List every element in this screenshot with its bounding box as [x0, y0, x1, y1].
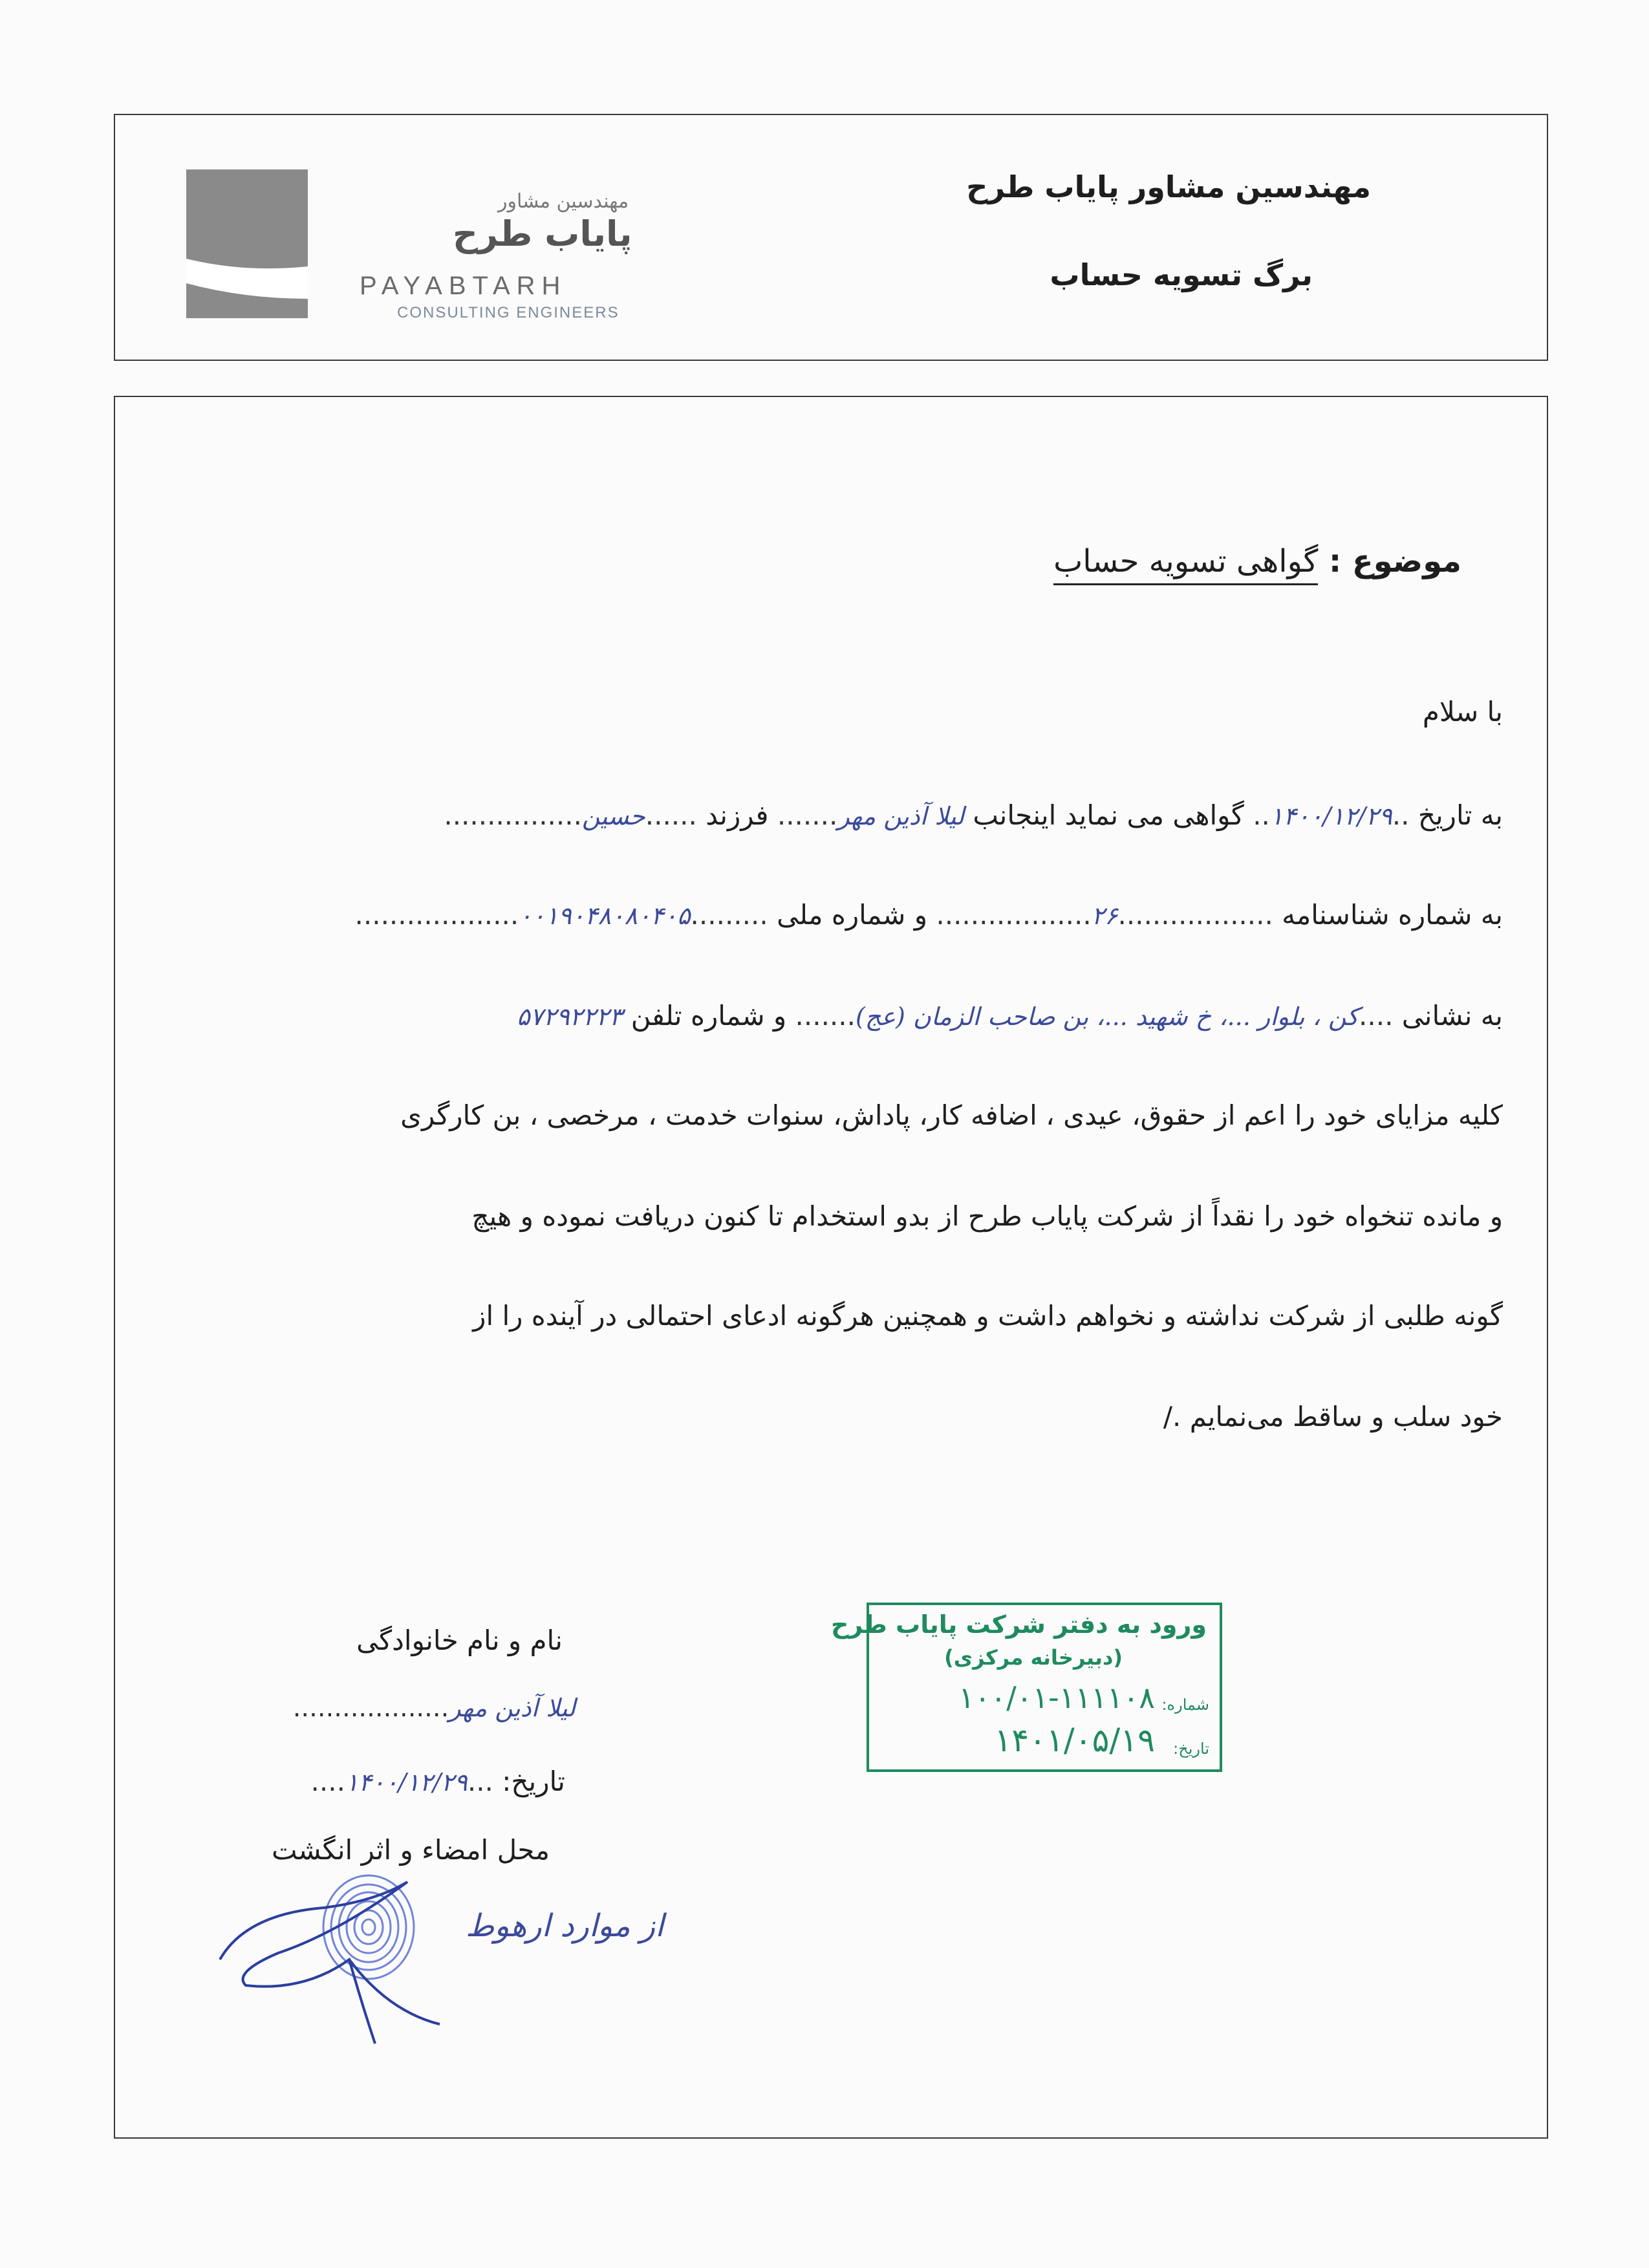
signature-date-label: تاریخ:: [502, 1766, 565, 1797]
stamp-subtitle: (دبیرخانه مرکزی): [944, 1645, 1123, 1670]
stamp-date: ۱۴۰۱/۰۵/۱۹: [994, 1722, 1155, 1759]
form-title: برگ تسویه حساب: [1050, 257, 1313, 292]
signature-place-label: محل امضاء و اثر انگشت: [271, 1834, 550, 1866]
logo-english-name: PAYABTARH: [360, 272, 567, 300]
address-field: کن ، بلوار ...، خ شهید ...، بن صاحب الزمان (عج): [855, 1002, 1359, 1031]
birth-cert-number-field: ۲۶: [1091, 902, 1118, 930]
logo-persian-name: پایاب طرح: [453, 213, 632, 254]
name-label: نام و نام خانوادگی: [356, 1625, 563, 1656]
greeting: با سلام: [1422, 696, 1503, 728]
signer-name-value: لیلا آذین مهر: [449, 1694, 576, 1722]
signature-fingerprint-icon: [207, 1856, 479, 2050]
signer-name-field: لیلا آذین مهر...................: [292, 1693, 576, 1723]
stamp-number-label: شماره:: [1161, 1696, 1209, 1714]
header-box: [114, 114, 1548, 361]
father-name-field: حسین: [581, 802, 645, 830]
logo-persian-subtitle: مهندسین مشاور: [498, 190, 629, 213]
subject-value: گواهی تسویه حساب: [1053, 543, 1318, 585]
body-line-1: به تاریخ ..۱۴۰۰/۱۲/۲۹.. گواهی می نماید اینجانب لیلا آذین مهر....... فرزند ......حسین................: [444, 799, 1503, 831]
body-line-2: به شماره شناسنامه ..................۲۶.................. و شماره ملی .........۰۰۱۹۰۴۸۰۸۰۴۰۵...................: [354, 899, 1503, 931]
stamp-number: ۱۰۰/۰۱-۱۱۱۱۰۸: [958, 1680, 1155, 1715]
body-paragraph-line-4: خود سلب و ساقط می‌نمایم ./: [1163, 1401, 1503, 1432]
body-paragraph-line-2: و مانده تنخواه خود را نقداً از شرکت پایاب طرح از بدو استخدام تا کنون دریافت نموده و هیچ: [471, 1200, 1503, 1232]
stamp-date-label: تاریخ:: [1173, 1740, 1209, 1758]
national-id-field: ۰۰۱۹۰۴۸۰۸۰۴۰۵: [519, 902, 691, 930]
logo-english-subtitle: CONSULTING ENGINEERS: [397, 304, 620, 321]
subject-label: موضوع :: [1329, 543, 1461, 579]
signature-date-value: ۱۴۰۰/۱۲/۲۹: [345, 1768, 468, 1797]
national-id-text: و شماره ملی: [777, 899, 928, 931]
signature-date-row: تاریخ: ...۱۴۰۰/۱۲/۲۹....: [310, 1766, 565, 1797]
birth-cert-text: به شماره شناسنامه: [1282, 899, 1503, 931]
company-logo: [186, 169, 308, 318]
office-entry-stamp: [830, 1603, 1222, 1772]
phone-text: و شماره تلفن: [630, 1000, 787, 1031]
stamp-title: ورود به دفتر شرکت پایاب طرح: [830, 1610, 1207, 1639]
certificate-date-field: ۱۴۰۰/۱۲/۲۹: [1269, 802, 1392, 830]
body-line-3: به نشانی ....کن ، بلوار ...، خ شهید ...، بن صاحب الزمان (عج)....... و شماره تلفن ۵۷۲۹۲۲۲۳: [517, 1000, 1503, 1031]
body-paragraph-line-3: گونه طلبی از شرکت نداشته و نخواهم داشت و همچنین هرگونه ادعای احتمالی در آینده را از: [473, 1300, 1503, 1332]
logo-swoosh-icon: [186, 169, 308, 318]
handwritten-note: از موارد ارهوط: [466, 1908, 664, 1944]
address-text: به نشانی: [1401, 1000, 1503, 1031]
company-name: مهندسین مشاور پایاب طرح: [966, 169, 1371, 204]
body-paragraph-line-1: کلیه مزایای خود را اعم از حقوق، عیدی ، اضافه کار، پاداش، سنوات خدمت ، مرخصی ، بن کارگری: [400, 1099, 1503, 1131]
phone-field: ۵۷۲۹۲۲۲۳: [517, 1002, 623, 1031]
child-of-text: فرزند: [706, 799, 769, 831]
certify-text: گواهی می نماید اینجانب: [973, 799, 1244, 831]
employee-name-field: لیلا آذین مهر: [837, 802, 965, 830]
date-prefix-text: به تاریخ: [1417, 799, 1503, 831]
subject-line: [1053, 543, 1461, 579]
